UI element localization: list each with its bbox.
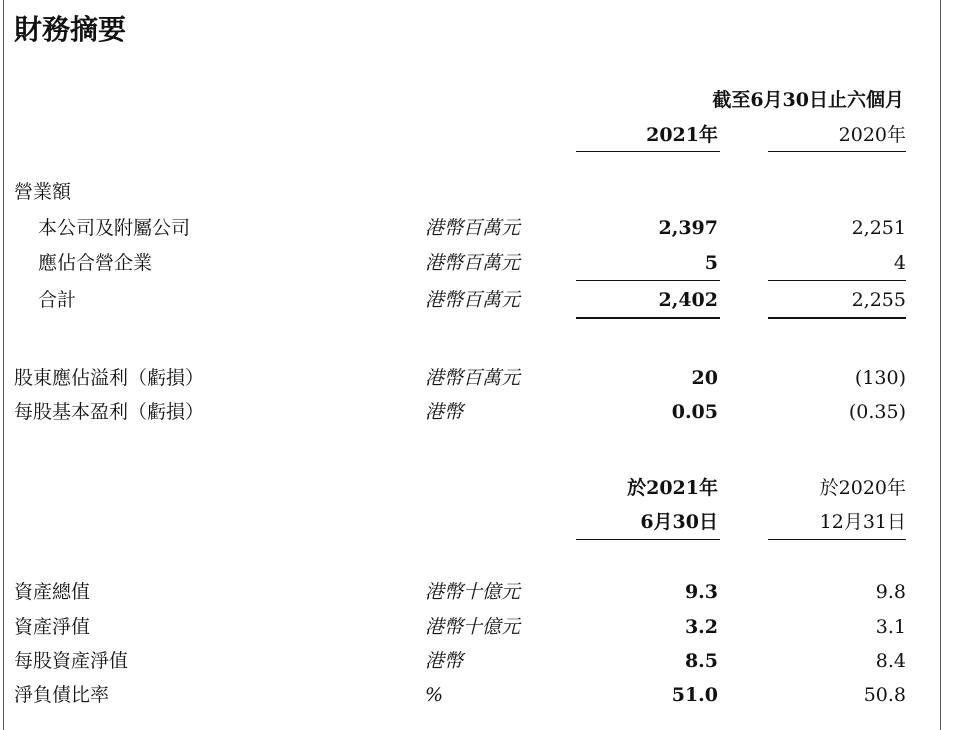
row-label: 每股資產淨值	[14, 650, 129, 672]
total-rule-2020	[768, 317, 906, 319]
column-header-2021: 2021年	[646, 124, 718, 146]
row-label: 股東應佔溢利（虧損）	[14, 367, 205, 389]
row-value-2020: (0.35)	[848, 401, 906, 423]
row-value-2020: (130)	[854, 367, 906, 389]
row-unit: 港幣百萬元	[425, 252, 521, 274]
subtotal-rule-2020	[768, 280, 906, 281]
row-value-2020: 3.1	[875, 616, 906, 638]
row-value-2021: 5	[704, 252, 718, 274]
total-rule-2021	[576, 317, 720, 319]
date-header-rule-2020	[768, 539, 906, 540]
frame-left-border	[3, 0, 4, 730]
row-value-2020: 50.8	[863, 684, 906, 706]
row-value-2021: 9.3	[684, 581, 718, 603]
row-label: 應佔合營企業	[38, 252, 153, 274]
row-label: 每股基本盈利（虧損）	[14, 401, 205, 423]
period-header: 截至6月30日止六個月	[712, 89, 904, 111]
row-value-2020: 8.4	[875, 650, 906, 672]
row-label: 淨負債比率	[14, 684, 110, 706]
row-label: 資產總值	[14, 581, 91, 603]
row-unit: 港幣	[425, 650, 464, 672]
row-unit: 港幣	[425, 401, 464, 423]
header-rule-2021	[576, 151, 720, 152]
row-value-2021: 3.2	[684, 616, 718, 638]
date-header-2020-day: 12月31日	[819, 511, 906, 533]
row-value-2021: 0.05	[671, 401, 718, 423]
row-label: 資產淨值	[14, 616, 91, 638]
row-value-2021: 2,402	[658, 289, 718, 311]
row-value-2021: 51.0	[671, 684, 718, 706]
frame-right-border	[940, 0, 941, 730]
page-title: 財務摘要	[14, 13, 127, 46]
date-header-2021-year: 於2021年	[627, 477, 718, 499]
date-header-2020-year: 於2020年	[819, 477, 906, 499]
date-header-2021-day: 6月30日	[640, 511, 718, 533]
row-value-2021: 2,397	[658, 217, 718, 239]
row-value-2021: 8.5	[684, 650, 718, 672]
row-label-total: 合計	[38, 289, 77, 311]
row-value-2020: 4	[893, 252, 906, 274]
row-unit: 港幣百萬元	[425, 289, 521, 311]
row-unit: %	[425, 684, 444, 706]
date-header-rule-2021	[576, 539, 720, 540]
row-unit: 港幣十億元	[425, 616, 521, 638]
row-value-2020: 2,251	[851, 217, 906, 239]
subtotal-rule-2021	[576, 280, 720, 281]
row-value-2020: 2,255	[851, 289, 906, 311]
row-label: 本公司及附屬公司	[38, 217, 191, 239]
row-unit: 港幣百萬元	[425, 217, 521, 239]
revenue-section-label: 營業額	[14, 181, 72, 203]
row-value-2021: 20	[691, 367, 718, 389]
row-value-2020: 9.8	[875, 581, 906, 603]
row-unit: 港幣百萬元	[425, 367, 521, 389]
header-rule-2020	[768, 151, 906, 152]
row-unit: 港幣十億元	[425, 581, 521, 603]
column-header-2020: 2020年	[838, 124, 906, 146]
